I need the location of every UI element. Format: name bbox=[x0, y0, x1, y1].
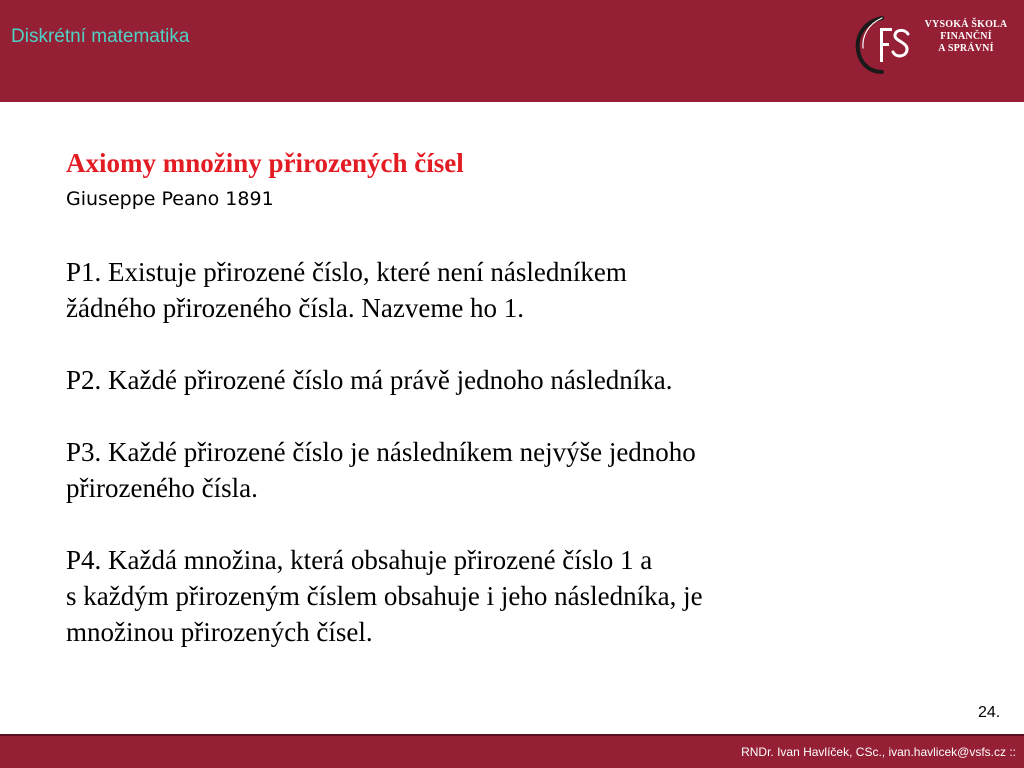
slide-title: Axiomy množiny přirozených čísel bbox=[66, 148, 464, 178]
page-number: 24. bbox=[978, 704, 1001, 721]
slide-heading bbox=[66, 146, 966, 214]
axiom-line: přirozeného čísla. bbox=[66, 473, 258, 503]
axiom-line: P3. Každé přirozené číslo je následníkem nejvýše jednoho bbox=[66, 437, 696, 467]
axiom-line: množinou přirozených čísel. bbox=[66, 617, 373, 647]
school-name-line: VYSOKÁ ŠKOLA bbox=[924, 19, 1008, 30]
school-name-line: A SPRÁVNÍ bbox=[938, 43, 994, 54]
vsfs-logo-mark-icon bbox=[852, 14, 918, 76]
axiom-line: s každým přirozeným číslem obsahuje i jeho následníka, je bbox=[66, 581, 703, 611]
school-logo bbox=[852, 14, 1017, 76]
header-bar bbox=[0, 0, 1024, 102]
course-title: Diskrétní matematika bbox=[11, 26, 190, 47]
axiom-list bbox=[66, 254, 966, 686]
axiom-p1 bbox=[66, 254, 966, 326]
footer-bar bbox=[0, 736, 1024, 768]
footer-author-contact: RNDr. Ivan Havlíček, CSc., ivan.havlicek@vsfs.cz :: bbox=[741, 745, 1016, 759]
axiom-line: P4. Každá množina, která obsahuje přirozené číslo 1 a bbox=[66, 545, 653, 575]
axiom-p3 bbox=[66, 434, 966, 506]
school-name-line: FINANČNÍ bbox=[940, 31, 992, 42]
axiom-line: P1. Existuje přirozené číslo, které není následníkem bbox=[66, 257, 627, 287]
axiom-p4 bbox=[66, 542, 966, 650]
axiom-p2 bbox=[66, 362, 966, 398]
slide-subtitle: Giuseppe Peano 1891 bbox=[66, 188, 274, 210]
axiom-line: P2. Každé přirozené číslo má právě jednoho následníka. bbox=[66, 365, 673, 395]
school-name bbox=[918, 19, 1014, 55]
axiom-line: žádného přirozeného čísla. Nazveme ho 1. bbox=[66, 293, 525, 323]
